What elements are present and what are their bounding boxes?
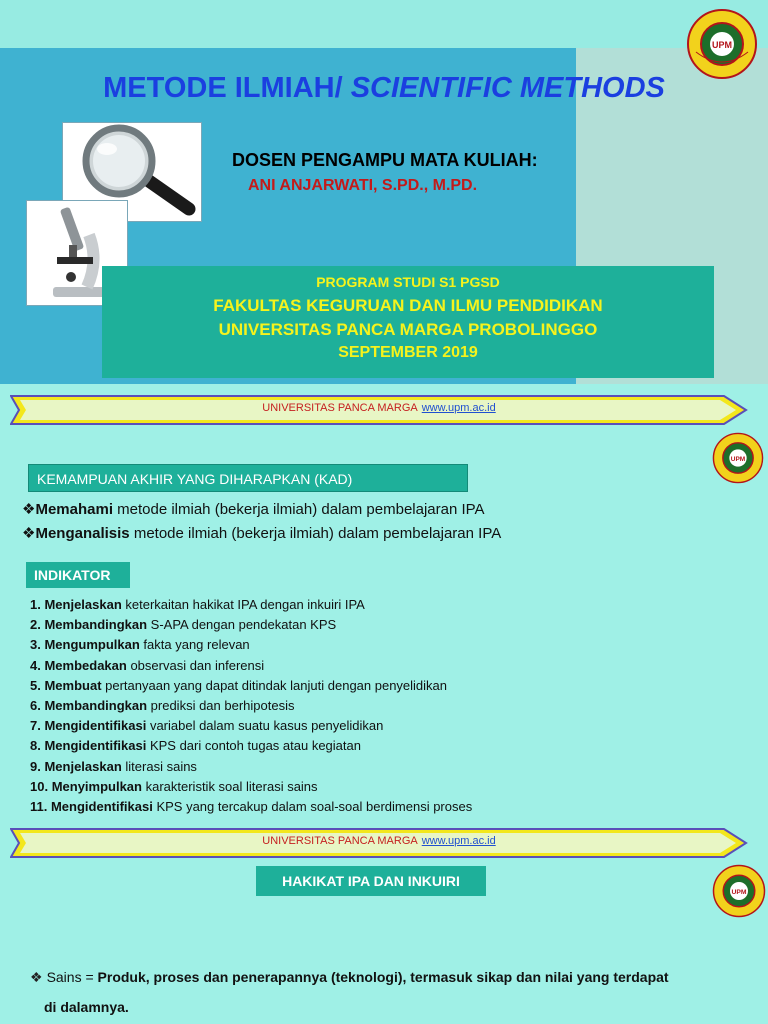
indicator-item: 5. Membuat pertanyaan yang dapat ditindak lanjuti dengan penyelidikan bbox=[30, 677, 448, 693]
title-main: METODE ILMIAH/ bbox=[103, 72, 351, 104]
banner-link[interactable]: www.upm.ac.id bbox=[421, 835, 496, 847]
lecturer-label: DOSEN PENGAMPU MATA KULIAH: bbox=[232, 150, 538, 170]
university-seal-icon bbox=[712, 864, 766, 918]
objective-verb: Menganalisis bbox=[35, 525, 130, 542]
indicator-item: 8. Mengidentifikasi KPS dari contoh tugas atau kegiatan bbox=[30, 738, 361, 754]
logo-center-text: UPM bbox=[730, 455, 746, 463]
university-logo bbox=[712, 432, 764, 484]
university-seal-icon bbox=[686, 8, 758, 80]
sains-prefix: Sains = bbox=[46, 969, 98, 985]
sains-line bbox=[30, 962, 752, 992]
logo-center-text: UPM bbox=[731, 889, 747, 896]
indicator-item: 10. Menyimpulkan karakteristik soal literasi sains bbox=[30, 778, 318, 794]
sains-line-continuation: di dalamnya. bbox=[44, 999, 129, 1015]
banner-link[interactable]: www.upm.ac.id bbox=[421, 402, 496, 414]
indicator-item: 11. Mengidentifikasi KPS yang tercakup dalam soal-soal berdimensi proses bbox=[30, 798, 473, 814]
date-line: SEPTEMBER 2019 bbox=[338, 344, 478, 361]
sains-bold: Produk, proses dan penerapannya (teknologi), termasuk sikap dan nilai yang terdapat bbox=[97, 969, 669, 985]
university-seal-icon bbox=[712, 432, 764, 484]
lecturer-name: ANI ANJARWATI, S.PD., M.PD. bbox=[248, 177, 478, 194]
diamond-bullet-icon: ❖ bbox=[22, 501, 36, 518]
program-box bbox=[102, 266, 714, 378]
sains-definition bbox=[30, 962, 752, 1022]
kad-heading: KEMAMPUAN AKHIR YANG DIHARAPKAN (KAD) bbox=[28, 464, 468, 492]
objective-verb: Memahami bbox=[35, 501, 113, 518]
indicator-item: 3. Mengumpulkan fakta yang relevan bbox=[30, 637, 250, 653]
objective-text: metode ilmiah (bekerja ilmiah) dalam pembelajaran IPA bbox=[112, 501, 485, 518]
indicator-list bbox=[30, 597, 472, 819]
indikator-heading: INDIKATOR bbox=[26, 562, 130, 588]
objective-text: metode ilmiah (bekerja ilmiah) dalam pembelajaran IPA bbox=[129, 525, 502, 542]
indicator-item: 6. Membandingkan prediksi dan berhipotesis bbox=[30, 697, 295, 713]
banner-university: UNIVERSITAS PANCA MARGA bbox=[262, 402, 418, 414]
logo-center-text: UPM bbox=[712, 40, 732, 50]
indicator-item: 7. Mengidentifikasi variabel dalam suatu kasus penyelidikan bbox=[30, 718, 384, 734]
title-italic: SCIENTIFIC METHODS bbox=[350, 72, 665, 104]
diamond-bullet-icon: ❖ bbox=[22, 525, 36, 542]
faculty-line: FAKULTAS KEGURUAN DAN ILMU PENDIDIKAN bbox=[213, 296, 603, 315]
diamond-bullet-icon: ❖ bbox=[30, 969, 43, 985]
hakikat-heading: HAKIKAT IPA DAN INKUIRI bbox=[256, 866, 486, 896]
indicator-item: 4. Membedakan observasi dan inferensi bbox=[30, 657, 265, 673]
slide-title bbox=[0, 72, 768, 105]
indicator-item: 1. Menjelaskan keterkaitan hakikat IPA dengan inkuiri IPA bbox=[30, 597, 365, 612]
program-line: PROGRAM STUDI S1 PGSD bbox=[316, 274, 500, 290]
indicator-item: 9. Menjelaskan literasi sains bbox=[30, 758, 197, 774]
banner-university: UNIVERSITAS PANCA MARGA bbox=[262, 835, 418, 847]
objective-item bbox=[22, 500, 485, 518]
university-logo bbox=[712, 864, 766, 918]
footer-banner bbox=[10, 828, 748, 858]
footer-banner bbox=[10, 395, 748, 425]
university-logo bbox=[686, 8, 758, 80]
indicator-item: 2. Membandingkan S-APA dengan pendekatan KPS bbox=[30, 617, 337, 633]
university-line: UNIVERSITAS PANCA MARGA PROBOLINGGO bbox=[218, 320, 598, 339]
objective-item bbox=[22, 524, 501, 542]
